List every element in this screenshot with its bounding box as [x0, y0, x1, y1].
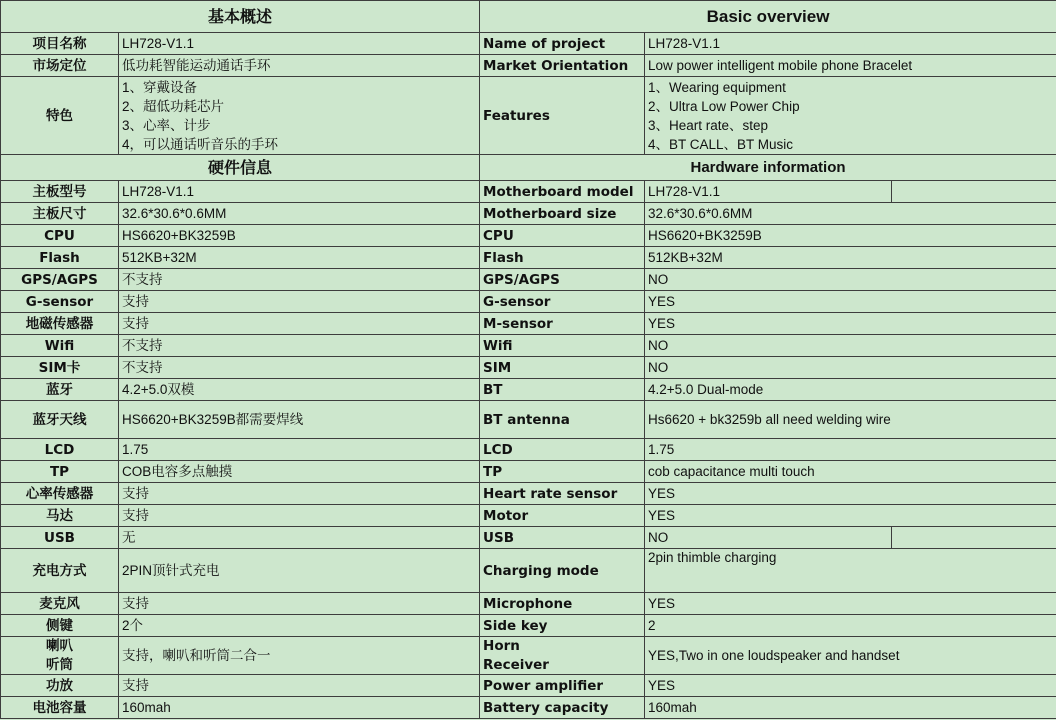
label-market-cn: 市场定位 — [1, 55, 119, 77]
label-features-en: Features — [480, 77, 645, 155]
label-receiver-en: Receiver — [480, 656, 645, 675]
label-project-cn: 项目名称 — [1, 33, 119, 55]
spec-label-en: Microphone — [480, 593, 645, 615]
spec-value-en: YES — [645, 505, 1056, 527]
spec-row — [1, 313, 1056, 335]
hardware-rows — [1, 181, 1056, 637]
spec-label-en: TP — [480, 461, 645, 483]
spec-value-en: HS6620+BK3259B — [645, 225, 1056, 247]
spec-label-en: Battery capacity — [480, 697, 645, 719]
spec-label-en: Heart rate sensor — [480, 483, 645, 505]
spec-label-cn: GPS/AGPS — [1, 269, 119, 291]
speaker-rows — [1, 637, 1056, 675]
spec-label-en: G-sensor — [480, 291, 645, 313]
spec-label-cn: SIM卡 — [1, 357, 119, 379]
spec-value-en: NO — [645, 269, 1056, 291]
spec-value-cn: 不支持 — [119, 357, 480, 379]
spec-label-cn: CPU — [1, 225, 119, 247]
spec-label-en: GPS/AGPS — [480, 269, 645, 291]
spec-label-cn: Flash — [1, 247, 119, 269]
feature-line: 3、Heart rate、step — [648, 117, 769, 133]
label-market-en: Market Orientation — [480, 55, 645, 77]
feature-line: 4、BT CALL、BT Music — [648, 136, 794, 152]
spec-label-cn: G-sensor — [1, 291, 119, 313]
label-project-en: Name of project — [480, 33, 645, 55]
spec-value-en: 2 — [645, 615, 1056, 637]
value-features-cn — [119, 77, 480, 155]
spec-label-en: CPU — [480, 225, 645, 247]
spec-row — [1, 181, 1056, 203]
spec-value-en: 4.2+5.0 Dual-mode — [645, 379, 1056, 401]
spec-row — [1, 439, 1056, 461]
spec-label-cn: 功放 — [1, 675, 119, 697]
empty-cell — [892, 181, 1056, 203]
spec-label-cn: TP — [1, 461, 119, 483]
value-speaker-en: YES,Two in one loudspeaker and handset — [645, 637, 1056, 675]
value-speaker-cn: 支持，喇叭和听筒二合一 — [119, 637, 480, 675]
spec-value-en: NO — [645, 357, 1056, 379]
spec-label-cn: USB — [1, 527, 119, 549]
spec-label-en: BT antenna — [480, 401, 645, 439]
label-receiver-cn: 听筒 — [1, 656, 119, 675]
spec-value-cn: 4.2+5.0双模 — [119, 379, 480, 401]
spec-value-cn: 不支持 — [119, 269, 480, 291]
empty-cell — [892, 527, 1056, 549]
cn-title: 基本概述 — [1, 1, 480, 33]
spec-value-cn: 32.6*30.6*0.6MM — [119, 203, 480, 225]
spec-label-en: Side key — [480, 615, 645, 637]
spec-row — [1, 483, 1056, 505]
spec-value-en: YES — [645, 675, 1056, 697]
spec-value-cn: HS6620+BK3259B — [119, 225, 480, 247]
spec-label-cn: 地磁传感器 — [1, 313, 119, 335]
value-market-cn: 低功耗智能运动通话手环 — [119, 55, 480, 77]
spec-value-cn: 支持 — [119, 291, 480, 313]
hw-title-cn: 硬件信息 — [1, 155, 480, 181]
value-market-en: Low power intelligent mobile phone Bracelet — [645, 55, 1056, 77]
spec-value-en: YES — [645, 291, 1056, 313]
spec-row — [1, 505, 1056, 527]
spec-label-cn: 主板尺寸 — [1, 203, 119, 225]
spec-value-cn: 160mah — [119, 697, 480, 719]
en-title: Basic overview — [480, 1, 1056, 33]
hw-title-en: Hardware information — [480, 155, 1056, 181]
spec-value-en: 2pin thimble charging — [645, 549, 1056, 593]
spec-label-en: Power amplifier — [480, 675, 645, 697]
spec-row — [1, 335, 1056, 357]
spec-row — [1, 401, 1056, 439]
value-features-en — [645, 77, 1056, 155]
spec-value-en: LH728-V1.1 — [645, 181, 892, 203]
spec-label-en: Motherboard model — [480, 181, 645, 203]
spec-value-cn: 512KB+32M — [119, 247, 480, 269]
spec-value-en: 160mah — [645, 697, 1056, 719]
spec-label-en: Motherboard size — [480, 203, 645, 225]
spec-label-cn: 充电方式 — [1, 549, 119, 593]
spec-value-cn: 2个 — [119, 615, 480, 637]
value-project-en: LH728-V1.1 — [645, 33, 1056, 55]
spec-row — [1, 527, 1056, 549]
spec-label-cn: 麦克风 — [1, 593, 119, 615]
feature-line: 2、超低功耗芯片 — [122, 98, 225, 114]
spec-value-cn: HS6620+BK3259B都需要焊线 — [119, 401, 480, 439]
spec-label-en: M-sensor — [480, 313, 645, 335]
spec-value-cn: 支持 — [119, 675, 480, 697]
spec-label-cn: 蓝牙天线 — [1, 401, 119, 439]
label-horn-cn: 喇叭 — [1, 637, 119, 656]
spec-label-cn: 侧键 — [1, 615, 119, 637]
feature-line: 1、穿戴设备 — [122, 79, 198, 95]
spec-value-cn: COB电容多点触摸 — [119, 461, 480, 483]
spec-row — [1, 291, 1056, 313]
spec-label-en: Motor — [480, 505, 645, 527]
spec-row — [1, 225, 1056, 247]
spec-label-en: SIM — [480, 357, 645, 379]
feature-line: 2、Ultra Low Power Chip — [648, 98, 800, 114]
spec-value-en: YES — [645, 313, 1056, 335]
spec-row — [1, 675, 1056, 697]
label-horn-en: Horn — [480, 637, 645, 656]
spec-label-cn: 主板型号 — [1, 181, 119, 203]
spec-label-cn: 马达 — [1, 505, 119, 527]
spec-value-en: NO — [645, 527, 892, 549]
spec-label-en: Flash — [480, 247, 645, 269]
spec-value-en: Hs6620 + bk3259b all need welding wire — [645, 401, 1056, 439]
spec-row — [1, 697, 1056, 719]
spec-label-cn: LCD — [1, 439, 119, 461]
spec-label-cn: 蓝牙 — [1, 379, 119, 401]
value-project-cn: LH728-V1.1 — [119, 33, 480, 55]
spec-value-cn: 支持 — [119, 483, 480, 505]
spec-row — [1, 269, 1056, 291]
spec-label-en: Charging mode — [480, 549, 645, 593]
spec-label-cn: Wifi — [1, 335, 119, 357]
spec-row — [1, 549, 1056, 593]
spec-row — [1, 203, 1056, 225]
spec-row — [1, 461, 1056, 483]
spec-value-en: 512KB+32M — [645, 247, 1056, 269]
spec-value-en: 32.6*30.6*0.6MM — [645, 203, 1056, 225]
tail-rows — [1, 675, 1056, 719]
spec-value-cn: 无 — [119, 527, 480, 549]
spec-value-en: YES — [645, 483, 1056, 505]
spec-label-en: USB — [480, 527, 645, 549]
label-features-cn: 特色 — [1, 77, 119, 155]
feature-line: 3、心率、计步 — [122, 117, 211, 133]
spec-value-cn: 1.75 — [119, 439, 480, 461]
spec-row — [1, 357, 1056, 379]
spec-value-en: NO — [645, 335, 1056, 357]
feature-line: 1、Wearing equipment — [648, 79, 786, 95]
spec-row — [1, 593, 1056, 615]
spec-value-en: YES — [645, 593, 1056, 615]
spec-value-en: cob capacitance multi touch — [645, 461, 1056, 483]
spec-row — [1, 615, 1056, 637]
spec-value-cn: 2PIN顶针式充电 — [119, 549, 480, 593]
spec-value-cn: LH728-V1.1 — [119, 181, 480, 203]
feature-line: 4，可以通话听音乐的手环 — [122, 136, 279, 152]
spec-value-cn: 不支持 — [119, 335, 480, 357]
spec-label-en: BT — [480, 379, 645, 401]
spec-row — [1, 247, 1056, 269]
spec-row — [1, 379, 1056, 401]
spec-value-cn: 支持 — [119, 313, 480, 335]
spec-value-en: 1.75 — [645, 439, 1056, 461]
spec-label-cn: 电池容量 — [1, 697, 119, 719]
spec-label-en: Wifi — [480, 335, 645, 357]
spec-value-cn: 支持 — [119, 505, 480, 527]
spec-value-cn: 支持 — [119, 593, 480, 615]
spec-label-en: LCD — [480, 439, 645, 461]
spec-label-cn: 心率传感器 — [1, 483, 119, 505]
